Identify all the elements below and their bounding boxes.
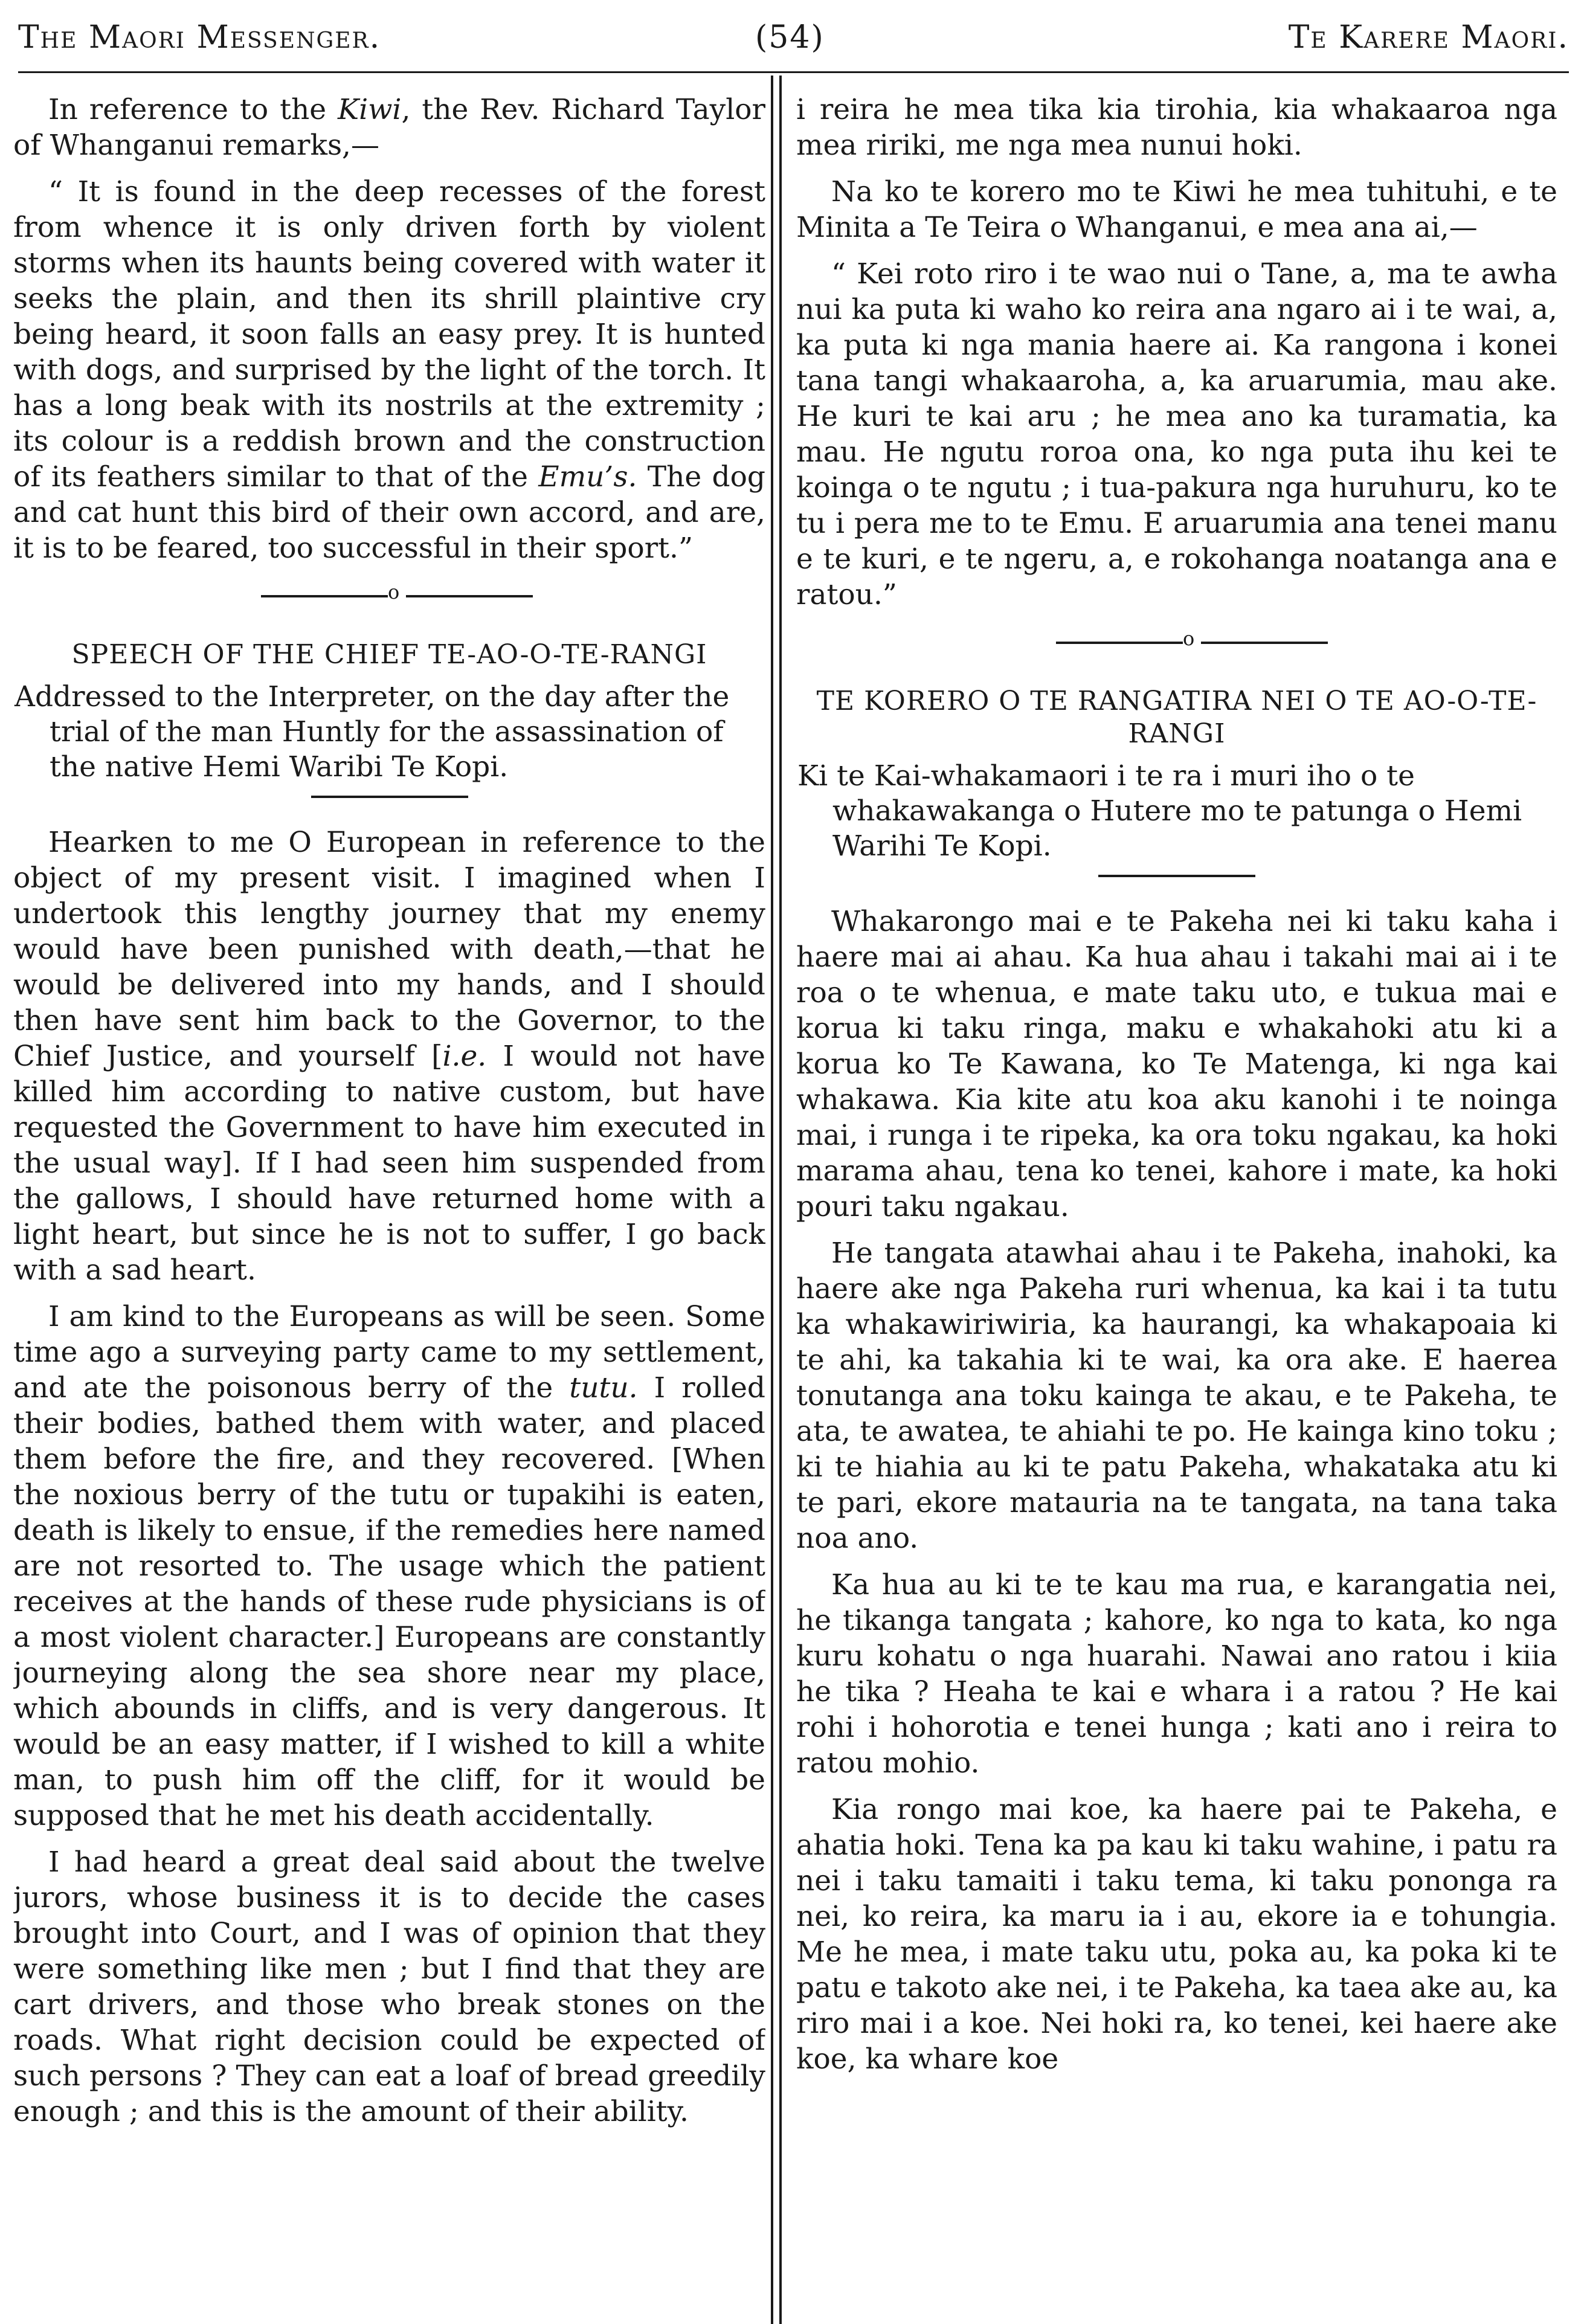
speech-paragraph-1-maori: Whakarongo mai e te Pakeha nei ki taku kaha i haere mai ai ahau. Ka hua ahau i takahi mai ai i te roa o te whenua, e mate taku uto, e tukua mai e korua ki taku ringa, maku e whakahoki atu ki a korua ko Te Kawana, ko Te Matenga, ki nga kai whakawa. Kia kite atu koa aku kanohi i te noinga mai, i runga i te ripeka, ka ora toku ngakau, ka hoki marama ahau, tena ko tenei, kahore i mate, ka hoki pouri taku ngakau. (796, 905, 1557, 1223)
speech-paragraph-3-maori: Ka hua au ki te te kau ma rua, e karangatia nei, he tikanga tangata ; kahore, ko nga to kata, ko nga kuru kohatu o nga huarahi. Nawai ano ratou i kiia he tika ? Heaha te kai e whara i a ratou ? He kai rohi i hohorotia e tenei hunga ; kati ano i reira to ratou mohio. (796, 1568, 1557, 1780)
header-rule (18, 71, 1569, 73)
speech-subtitle: Addressed to the Interpreter, on the day after the trial of the man Huntly for the assassination of the native Hemi Waribi Te Kopi. (14, 680, 730, 784)
section-ornament-maori: o (796, 625, 1557, 661)
speech-title: SPEECH OF THE CHIEF TE-AO-O-TE-RANGI (71, 639, 707, 670)
speech-paragraph-2: I am kind to the Europeans as will be seen. Some time ago a surveying party came to my settlement, and ate the poisonous berry of the tutu. I rolled their bodies, bathed them with water, and placed them before the fire, and they recovered. [When the noxious berry of the tutu or tupakihi is eaten, death is likely to ensue, if the remedies here named are not resorted to. The usage which the patient receives at the hands of these rude physicians is of a most violent character.] Europeans are constantly journeying along the sea shore near my place, which abounds in cliffs, and is very dangerous. It would be an easy matter, if I wished to kill a white man, to push him off the cliff, for it would be supposed that he met his death accidentally. (13, 1300, 765, 1832)
speech-title-maori: TE KORERO O TE RANGATIRA NEI O TE AO-O-TE-RANGI (816, 686, 1537, 749)
speech-paragraph-4-maori: Kia rongo mai koe, ka haere pai te Pakeha, e ahatia hoki. Tena ka pa kau ki taku wahine, i patu ra nei i taku tamaiti i taku tema, ki taku pononga ra nei, ko reira, ka maru ia i au, ekore ia e tohungia. Me he mea, i mate taku utu, poka au, ka poka ki te patu e takoto ake nei, i te Pakeha, ka taea ake au, ka riro mai i a koe. Nei hoki ra, ko tenei, kei haere ake koe, ka whare koe (796, 1793, 1557, 2076)
subtitle-rule-maori (1098, 875, 1255, 877)
subtitle-rule (311, 796, 468, 798)
column-divider-left (771, 76, 773, 2324)
english-column (13, 92, 765, 2324)
header-english-title: The Maori Messenger. (18, 19, 381, 56)
kiwi-quote-paragraph-maori: “ Kei roto riro i te wao nui o Tane, a, ma te awha nui ka puta ki waho ko reira ana ngaro ai i te wai, a, ka puta ki nga mania haere ai. Ka rangona i konei tana tangi whakaaroha, a, ka aruarumia, mau ake. He kuri te kai aru ; he mea ano ka turamatia, ka mau. He ngutu roroa ona, ko nga puta ihu kei te koinga o te ngutu ; i tua-pakura nga huruhuru, ko te tu i pera me to te Emu. E aruarumia ana tenei manu e te kuri, e te ngeru, a, e rokohanga noatanga ana e ratou.” (796, 257, 1557, 611)
speech-subtitle-maori: Ki te Kai-whakamaori i te ra i muri iho o te whakawakanga o Hutere mo te patunga o Hemi Warihi Te Kopi. (797, 759, 1522, 863)
maori-column (796, 92, 1557, 2324)
header-maori-title: Te Karere Maori. (1288, 19, 1569, 56)
kiwi-intro-paragraph: In reference to the Kiwi, the Rev. Richard Taylor of Whanganui remarks,— (13, 93, 765, 162)
kiwi-intro-paragraph-maori: Na ko te korero mo te Kiwi he mea tuhituhi, e te Minita a Te Teira o Whanganui, e mea ana ai,— (796, 175, 1557, 244)
speech-paragraph-3: I had heard a great deal said about the twelve jurors, whose business it is to decide the cases brought into Court, and I was of opinion that they were something like men ; but I find that they are cart drivers, and those who break stones on the roads. What right decision could be expected of such persons ? They can eat a loaf of bread greedily enough ; and this is the amount of their ability. (13, 1846, 765, 2128)
section-ornament: o (13, 578, 765, 614)
header-page-number: (54) (755, 19, 825, 56)
page-header (18, 8, 1569, 63)
kiwi-quote-paragraph: “ It is found in the deep recesses of the forest from whence it is only driven forth by violent storms when its haunts being covered with water it seeks the plain, and then its shrill plaintive cry being heard, it soon falls an easy prey. It is hunted with dogs, and surprised by the light of the torch. It has a long beak with its nostrils at the extremity ; its colour is a reddish brown and the construction of its feathers similar to that of the Emu’s. The dog and cat hunt this bird of their own accord, and are, it is to be feared, too successful in their sport.” (13, 175, 765, 565)
column-divider-right (779, 76, 782, 2324)
speech-paragraph-1: Hearken to me O European in reference to the object of my present visit. I imagined when I undertook this lengthy journey that my enemy would have been punished with death,—that he would be delivered into my hands, and I should then have sent him back to the Governor, to the Chief Justice, and yourself [i.e. I would not have killed him according to native custom, but have requested the Government to have him executed in the usual way]. If I had seen him suspended from the gallows, I should have returned home with a light heart, but since he is not to suffer, I go back with a sad heart. (13, 826, 765, 1287)
continued-paragraph: i reira he mea tika kia tirohia, kia whakaaroa nga mea ririki, me nga mea nunui hoki. (796, 93, 1557, 162)
speech-paragraph-2-maori: He tangata atawhai ahau i te Pakeha, inahoki, ka haere ake nga Pakeha ruri whenua, ka kai i ta tutu ka whakawiriwiria, ka haurangi, ka whakapoaia ki te ahi, ka takahia ki te wai, ka ora ake. E haerea tonutanga ana toku kainga te akau, e te Pakeha, te ata, te awatea, te ahiahi te po. He kainga kino toku ; ki te hiahia au ki te patu Pakeha, whakataka atu ki te pari, ekore matauria na te tangata, na tana taka noa ano. (796, 1237, 1557, 1555)
